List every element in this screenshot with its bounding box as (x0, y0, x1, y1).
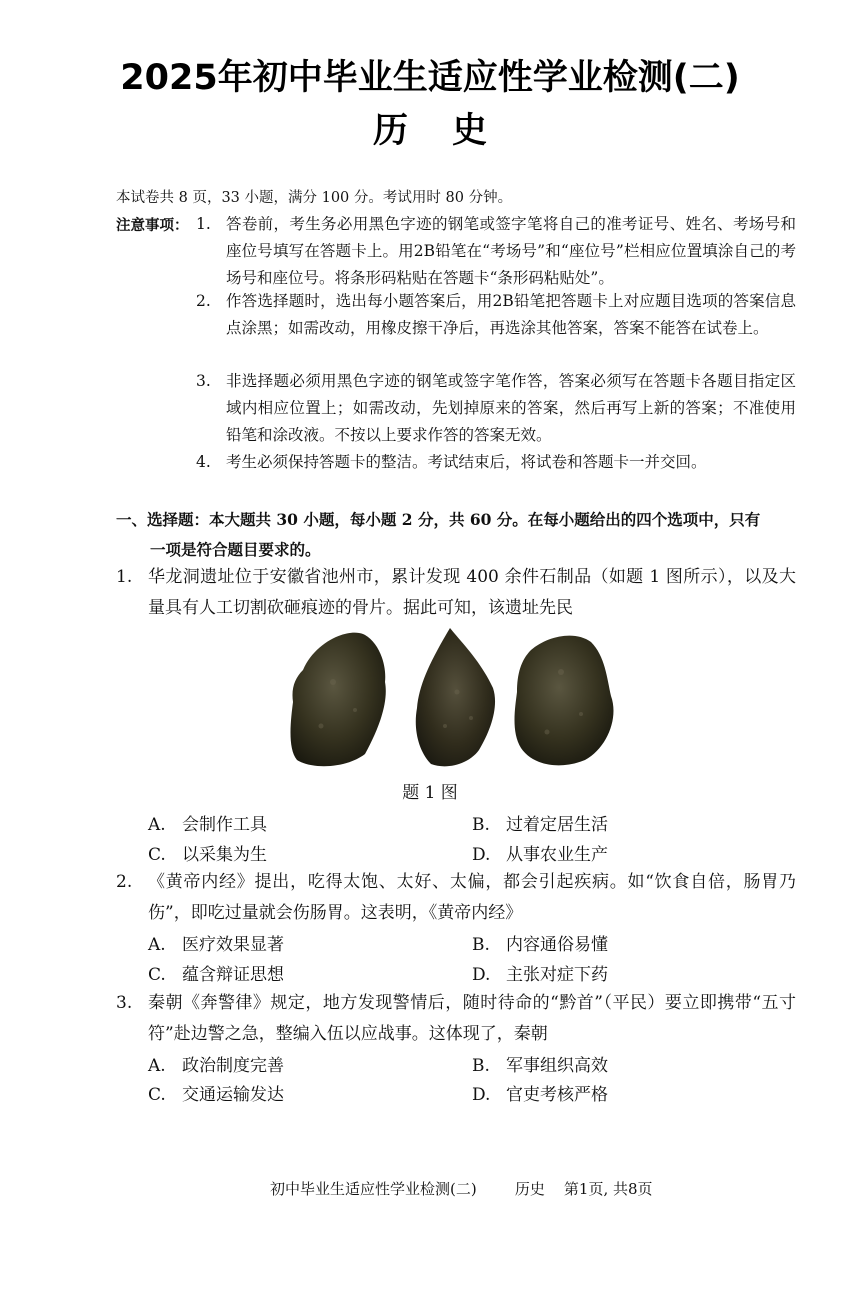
option-text: 主张对症下药 (506, 965, 608, 985)
option-text: 官吏考核严格 (506, 1085, 608, 1105)
question-2-stem (116, 867, 796, 929)
option-1a (148, 810, 267, 835)
note-item (196, 368, 796, 449)
section-heading (116, 505, 796, 565)
question-text: 秦朝《奔警律》规定，地方发现警情后，随时待命的“黔首”（平民）要立即携带“五寸符”赴边警之急，整编入伍以应战事。这体现了，秦朝 (148, 993, 796, 1044)
option-letter: D. (472, 965, 491, 985)
stone-tool-middle (416, 628, 495, 766)
option-2c (148, 960, 284, 985)
page-footer: 初中毕业生适应性学业检测(二) 历史 第1页, 共8页 (270, 1180, 653, 1198)
option-3c (148, 1080, 284, 1105)
note-num: 2. (196, 292, 211, 310)
exam-info: 本试卷共 8 页，33 小题，满分 100 分。考试用时 80 分钟。 (116, 190, 513, 206)
section-heading-line1: 一、选择题：本大题共 30 小题，每小题 2 分，共 60 分。在每小题给出的四个选项中，只有 (116, 510, 761, 529)
subject-char-1: 历 (372, 110, 408, 151)
note-item (196, 449, 796, 476)
option-letter: C. (148, 965, 166, 985)
option-letter: D. (472, 1085, 491, 1105)
notes-label: 注意事项： (116, 217, 189, 234)
option-text: 交通运输发达 (182, 1085, 284, 1105)
option-2d (472, 960, 608, 985)
option-2b (472, 930, 608, 955)
option-3a (148, 1051, 284, 1076)
option-text: 会制作工具 (182, 815, 267, 835)
option-letter: D. (472, 845, 491, 865)
option-1c (148, 840, 267, 865)
option-3b (472, 1051, 608, 1076)
stone-tool-right (515, 636, 614, 766)
exam-title: 2025年初中毕业生适应性学业检测(二) (120, 58, 740, 98)
note-num: 1. (196, 215, 211, 233)
note-num: 3. (196, 372, 211, 390)
section-heading-line2: 一项是符合题目要求的。 (150, 540, 321, 559)
figure-caption: 题 1 图 (402, 783, 458, 803)
option-text: 过着定居生活 (506, 815, 608, 835)
option-letter: B. (472, 935, 490, 955)
option-text: 政治制度完善 (182, 1056, 284, 1076)
note-text: 考生必须保持答题卡的整洁。考试结束后，将试卷和答题卡一并交回。 (226, 453, 707, 471)
option-1d (472, 840, 608, 865)
option-3d (472, 1080, 608, 1105)
option-letter: C. (148, 845, 166, 865)
subject-title (0, 103, 860, 153)
option-text: 蕴含辩证思想 (182, 965, 284, 985)
option-text: 内容通俗易懂 (506, 935, 608, 955)
note-num: 4. (196, 453, 211, 471)
option-text: 以采集为生 (182, 845, 267, 865)
question-text: 《黄帝内经》提出，吃得太饱、太好、太偏，都会引起疾病。如“饮食自倍，肠胃乃伤”，即吃过量就会伤肠胃。这表明，《黄帝内经》 (148, 872, 796, 923)
option-letter: A. (148, 935, 166, 955)
option-letter: B. (472, 1056, 490, 1076)
option-letter: A. (148, 1056, 166, 1076)
question-number: 2. (116, 872, 133, 892)
question-3-stem (116, 988, 796, 1050)
option-2a (148, 930, 284, 955)
note-item (196, 211, 796, 292)
question-1-stem (116, 562, 796, 624)
option-letter: C. (148, 1085, 166, 1105)
question-number: 1. (116, 567, 133, 587)
question-number: 3. (116, 993, 133, 1013)
note-text: 答卷前，考生务必用黑色字迹的钢笔或签字笔将自己的准考证号、姓名、考场号和座位号填写在答题卡上。用2B铅笔在“考场号”和“座位号”栏相应位置填涂自己的考场号和座位号。将条形码粘贴在答题卡“条形码粘贴处”。 (226, 215, 796, 287)
option-1b (472, 810, 608, 835)
note-text: 非选择题必须用黑色字迹的钢笔或签字笔作答，答案必须写在答题卡各题目指定区域内相应位置上；如需改动，先划掉原来的答案，然后再写上新的答案；不准使用铅笔和涂改液。不按以上要求作答的答案无效。 (226, 372, 796, 444)
stone-tool-left (291, 633, 386, 767)
option-letter: B. (472, 815, 490, 835)
note-text: 作答选择题时，选出每小题答案后，用2B铅笔把答题卡上对应题目选项的答案信息点涂黑；如需改动，用橡皮擦干净后，再选涂其他答案，答案不能答在试卷上。 (226, 292, 796, 337)
subject-char-2: 史 (452, 110, 488, 151)
option-text: 军事组织高效 (506, 1056, 608, 1076)
stone-tools-figure (285, 622, 620, 772)
option-text: 从事农业生产 (506, 845, 608, 865)
option-letter: A. (148, 815, 166, 835)
option-text: 医疗效果显著 (182, 935, 284, 955)
question-text: 华龙洞遗址位于安徽省池州市，累计发现 400 余件石制品（如题 1 图所示），以及大量具有人工切割砍砸痕迹的骨片。据此可知，该遗址先民 (148, 567, 796, 618)
note-item (196, 288, 796, 342)
